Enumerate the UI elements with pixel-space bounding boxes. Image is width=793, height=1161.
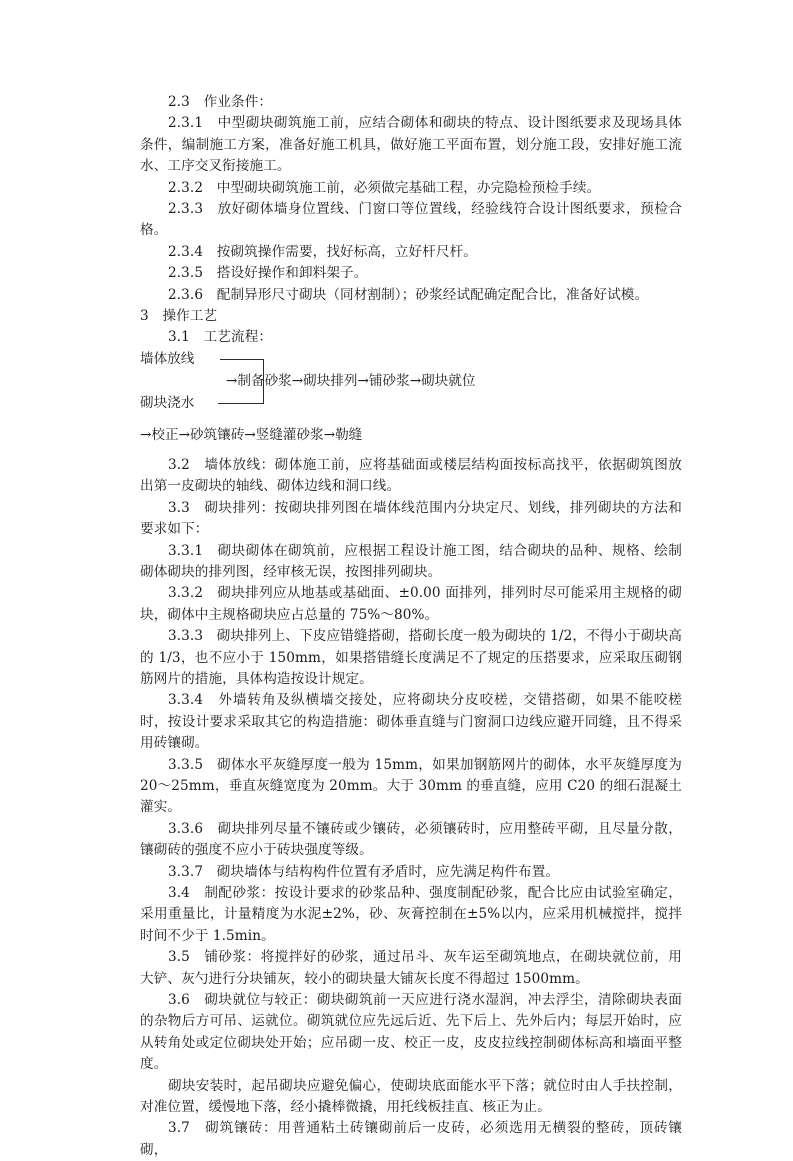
paragraph-2-3-4: 2.3.4 按砌筑操作需要，找好标高，立好杆尺杆。 bbox=[168, 243, 477, 260]
paragraph-3-7: 3.7 砌筑镶砖：用普通粘土砖镶砌前后一皮砖，必须选用无横裂的整砖，顶砖镶砌， bbox=[140, 1120, 682, 1158]
paragraph-2-3-2: 2.3.2 中型砌块砌筑施工前，必须做完基础工程，办完隐检预检手续。 bbox=[168, 179, 601, 196]
section-3-heading: 3 操作工艺 bbox=[140, 308, 218, 325]
flow-input-block-watering: 砌块浇水 bbox=[140, 394, 195, 411]
section-3-1-heading: 3.1 工艺流程： bbox=[168, 329, 273, 346]
paragraph-3-6: 3.6 砌块就位与较正：砌块砌筑前一天应进行浇水湿润，冲去浮尘，清除砌块表面的杂物后方可吊、运就位。砌筑就位应先远后近、先下后上、先外后内；每层开始时，应从转角处或定位砌块处开始；应吊砌一皮、校正一皮，皮皮拉线控制砌体标高和墙面平整度。 bbox=[140, 992, 682, 1073]
flow-connector-top-line bbox=[220, 359, 264, 360]
paragraph-2-3-5: 2.3.5 搭设好操作和卸料架子。 bbox=[168, 265, 368, 282]
paragraph-3-3: 3.3 砌块排列：按砌块排列图在墙体线范围内分块定尺、划线，排列砌块的方法和要求如下： bbox=[140, 499, 682, 538]
flow-input-wall-layout: 墙体放线 bbox=[140, 350, 195, 367]
paragraph-3-2: 3.2 墙体放线：砌体施工前，应将基础面或楼层结构面按标高找平，依据砌筑图放出第一皮砌块的轴线、砌体边线和洞口线。 bbox=[140, 456, 682, 495]
paragraph-3-3-6: 3.3.6 砌块排列尽量不镶砖或少镶砖，必须镶砖时，应用整砖平砌，且尽量分散，镶砌砖的强度不应小于砖块强度等级。 bbox=[140, 820, 682, 859]
paragraph-2-3-3: 2.3.3 放好砌体墙身位置线、门窗口等位置线，经验线符合设计图纸要求，预检合格。 bbox=[140, 201, 682, 239]
document-body bbox=[140, 92, 682, 1161]
paragraph-3-6-continued: 砌块安装时，起吊砌块应避免偏心，使砌块底面能水平下落；就位时由人手扶控制，对准位置，缓慢地下落，经小撬棒微撬，用托线板挂直、核正为止。 bbox=[140, 1077, 682, 1116]
paragraph-2-3-1: 2.3.1 中型砌块砌筑施工前，应结合砌体和砌块的特点、设计图纸要求及现场具体条件，编制施工方案，准备好施工机具，做好施工平面布置，划分施工段，安排好施工流水、工序交叉衔接施工。 bbox=[140, 115, 682, 175]
paragraph-3-3-4: 3.3.4 外墙转角及纵横墙交接处，应将砌块分皮咬槎，交错搭砌，如果不能咬槎时，按设计要求采取其它的构造措施：砌体垂直缝与门窗洞口边线应避开同缝，且不得采用砖镶砌。 bbox=[140, 692, 682, 752]
flow-row-primary: →制备砂浆→砌块排列→铺砂浆→砌块就位 bbox=[226, 372, 476, 389]
section-2-3-heading: 2.3 作业条件： bbox=[168, 94, 273, 110]
paragraph-2-3-6: 2.3.6 配制异形尺寸砌块（同材割制）；砂浆经试配确定配合比，准备好试模。 bbox=[168, 286, 649, 303]
flow-connector-bottom-line bbox=[218, 403, 264, 404]
paragraph-3-4: 3.4 制配砂浆：按设计要求的砂浆品种、强度制配砂浆，配合比应由试验室确定，采用重量比，计量精度为水泥±2%，砂、灰膏控制在±5%以内，应采用机械搅拌，搅拌时间不少于 1.5min。 bbox=[140, 885, 682, 944]
flow-row-secondary: →校正→砂筑镶砖→竖缝灌砂浆→勒缝 bbox=[140, 426, 363, 443]
process-flow-diagram bbox=[140, 349, 682, 455]
paragraph-3-3-2: 3.3.2 砌块排列应从地基或基础面、±0.00 面排列，排列时尽可能采用主规格的砌块，砌体中主规格砌块应占总量的 75%～80%。 bbox=[140, 585, 682, 623]
paragraph-3-3-3: 3.3.3 砌块排列上、下皮应错缝搭砌，搭砌长度一般为砌块的 1/2，不得小于砌块高的 1/3，也不应小于 150mm，如果搭错缝长度满足不了规定的压搭要求，应采取压砌钢筋网片的措施，具体构造按设计规定。 bbox=[140, 628, 682, 687]
paragraph-3-3-1: 3.3.1 砌块砌体在砌筑前，应根据工程设计施工图，结合砌块的品种、规格、绘制砌体砌块的排列图，经审核无误，按图排列砌块。 bbox=[140, 542, 682, 580]
paragraph-3-3-5: 3.3.5 砌体水平灰缝厚度一般为 15mm，如果加钢筋网片的砌体，水平灰缝厚度为 20～25mm，垂直灰缝宽度为 20mm。大于 30mm 的垂直缝，应用 C20 的细石混凝土灌实。 bbox=[140, 756, 682, 816]
paragraph-3-3-7: 3.3.7 砌块墙体与结构构件位置有矛盾时，应先满足构件布置。 bbox=[168, 863, 560, 880]
paragraph-3-5: 3.5 铺砂浆：将搅拌好的砂浆，通过吊斗、灰车运至砌筑地点，在砌块就位前，用大铲、灰勺进行分块铺灰，较小的砌块量大铺灰长度不得超过 1500mm。 bbox=[140, 949, 682, 987]
